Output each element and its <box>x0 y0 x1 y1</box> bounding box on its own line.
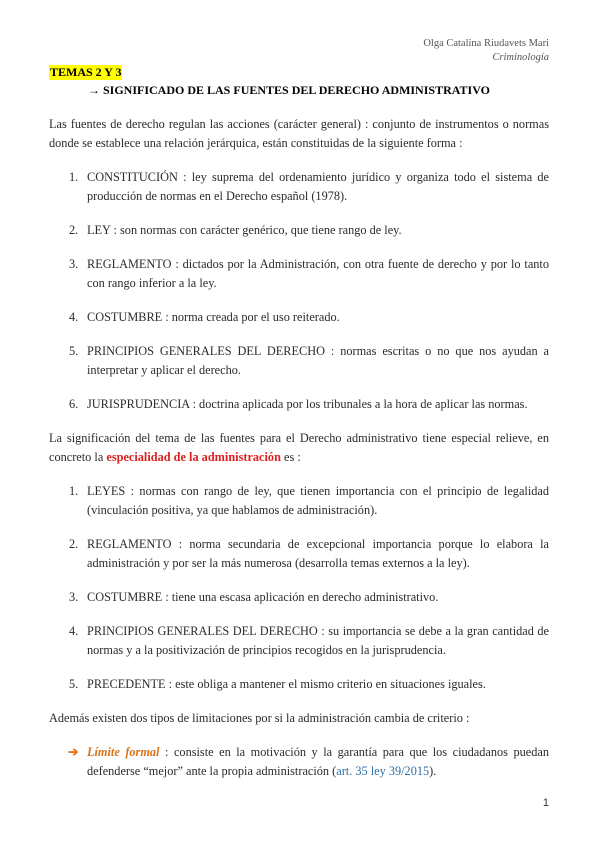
topic-label: TEMAS 2 Y 3 <box>50 65 122 79</box>
list-item: 2. LEY : son normas con carácter genérico, que tiene rango de ley. <box>69 223 402 237</box>
arrow-right-icon: ➔ <box>68 745 79 759</box>
limit-formal-label: Límite formal <box>87 745 160 759</box>
specialty-highlight: especialidad de la administración <box>106 450 281 464</box>
page-header <box>423 37 549 65</box>
limitations-paragraph: Además existen dos tipos de limitaciones por si la administración cambia de criterio : <box>49 711 470 725</box>
document-body <box>49 63 549 781</box>
list-item: 1. CONSTITUCIÓN : ley suprema del ordenamiento jurídico y organiza todo el sistema de producción de normas en el Derecho español (1978). <box>69 170 549 203</box>
law-reference-link[interactable]: art. 35 ley 39/2015 <box>336 764 430 778</box>
list-item: 4. COSTUMBRE : norma creada por el uso reiterado. <box>69 310 340 324</box>
list-item: 3. REGLAMENTO : dictados por la Administración, con otra fuente de derecho y por lo tanto con rango inferior a la ley. <box>69 257 549 290</box>
sources-list <box>49 168 549 414</box>
section-heading: → SIGNIFICADO DE LAS FUENTES DEL DERECHO ADMINISTRATIVO <box>88 83 490 97</box>
intro-paragraph: Las fuentes de derecho regulan las acciones (carácter general) : conjunto de instrumentos o normas donde se establece una relación jerárquica, están constituidas de la siguiente forma : <box>49 117 549 150</box>
list-item: 5. PRINCIPIOS GENERALES DEL DERECHO : normas escritas o no que nos ayudan a interpretar y aplicar el derecho. <box>69 344 549 377</box>
list-item: 5. PRECEDENTE : este obliga a mantener el mismo criterio en situaciones iguales. <box>69 677 486 691</box>
list-item: 6. JURISPRUDENCIA : doctrina aplicada por los tribunales a la hora de aplicar las normas. <box>69 397 528 411</box>
list-item: 2. REGLAMENTO : norma secundaria de excepcional importancia porque lo elabora la administración y por ser la más numerosa (desarrolla temas externos a la ley). <box>69 537 549 570</box>
author-name: Olga Catalina Riudavets Mari <box>423 38 549 49</box>
specialty-paragraph: La significación del tema de las fuentes para el Derecho administrativo tiene especial relieve, en concreto la especialidad de la administración es : <box>49 431 549 464</box>
list-item: 3. COSTUMBRE : tiene una escasa aplicación en derecho administrativo. <box>69 590 439 604</box>
list-item: 1. LEYES : normas con rango de ley, que tienen importancia con el principio de legalidad (vinculación positiva, ya que hablamos de administración). <box>69 484 549 517</box>
limit-formal-item: ➔ Límite formal : consiste en la motivación y la garantía para que los ciudadanos puedan defenderse “mejor” ante la propia administración (art. 35 ley 39/2015). <box>68 745 549 778</box>
course-name: Criminología <box>492 52 549 63</box>
specialty-list <box>49 482 549 694</box>
list-item: 4. PRINCIPIOS GENERALES DEL DERECHO : su importancia se debe a la gran cantidad de normas y a la positivización de principios recogidos en la jurisprudencia. <box>69 624 549 657</box>
page-number: 1 <box>542 797 549 809</box>
